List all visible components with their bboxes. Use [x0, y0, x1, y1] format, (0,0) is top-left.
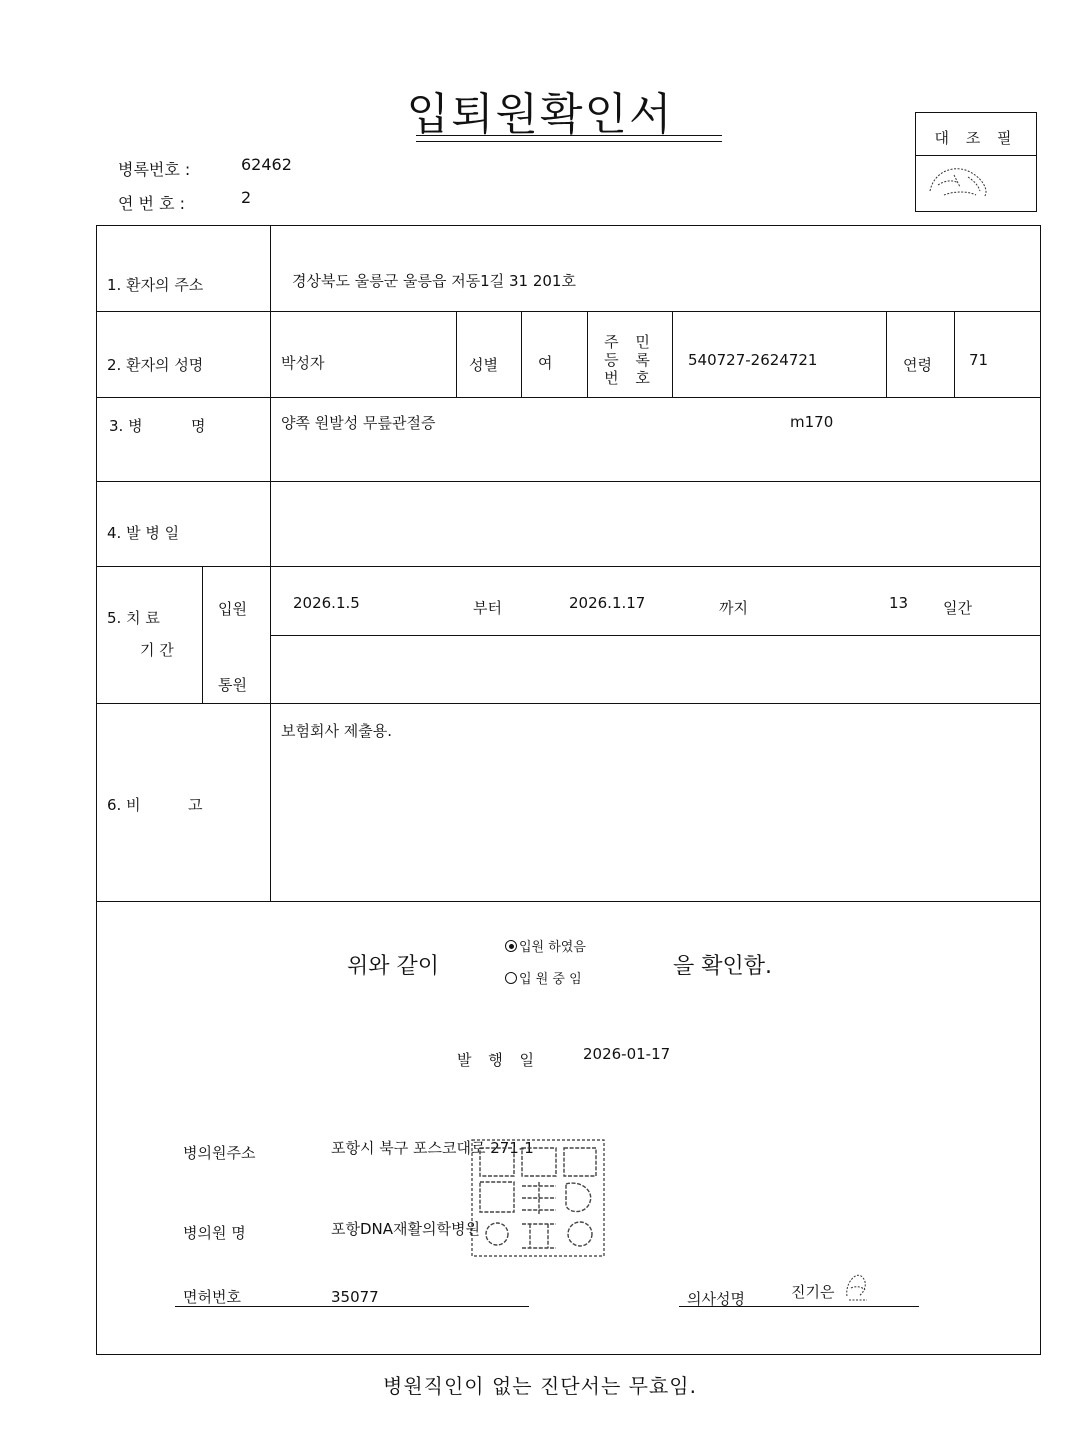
document-title: 입퇴원확인서	[406, 89, 674, 140]
doctor-underline	[679, 1306, 919, 1307]
hospital-name-value: 포항DNA재활의학병원	[331, 1220, 480, 1238]
remarks-value: 보험회사 제출용.	[281, 722, 392, 740]
issue-date-value: 2026-01-17	[583, 1045, 671, 1063]
inpatient-days: 13	[889, 594, 909, 612]
issue-date-label: 발 행 일	[457, 1051, 541, 1069]
verification-stamp-box	[915, 112, 1037, 212]
disease-label-tail: 명	[191, 417, 206, 435]
stamp-box-divider	[916, 155, 1036, 156]
license-underline	[175, 1306, 529, 1307]
hospital-name-label: 병의원 명	[183, 1224, 246, 1242]
hospital-seal-icon	[470, 1136, 606, 1260]
doctor-label: 의사성명	[687, 1290, 745, 1308]
title-underline-2	[416, 141, 722, 142]
confirm-suffix: 을 확인함.	[673, 954, 772, 979]
patient-name-label: 2. 환자의 성명	[107, 356, 204, 374]
doctor-signature-icon	[841, 1266, 871, 1306]
disease-code: m170	[790, 413, 834, 431]
remarks-label-tail: 고	[188, 796, 203, 814]
days-label: 일간	[943, 599, 972, 617]
rrn-label: 주 민 등 록 번 호	[604, 333, 656, 387]
onset-label: 4. 발 병 일	[107, 524, 180, 542]
verification-signature-icon	[924, 161, 1002, 205]
to-label: 까지	[719, 599, 748, 617]
hospital-address-label: 병의원주소	[183, 1144, 256, 1162]
sex-label: 성별	[469, 356, 498, 374]
license-label: 면허번호	[183, 1288, 241, 1306]
patient-name-value: 박성자	[281, 354, 325, 372]
treatment-period-label: 5. 치 료	[107, 609, 160, 627]
from-label: 부터	[473, 599, 502, 617]
disease-label: 3. 병	[109, 417, 143, 435]
option-admitted: 입원 하였음	[505, 936, 586, 955]
rrn-value: 540727-2624721	[688, 351, 818, 369]
remarks-label: 6. 비	[107, 796, 141, 814]
inpatient-from: 2026.1.5	[293, 594, 360, 612]
sex-value: 여	[538, 354, 553, 372]
empty-radio-icon	[505, 972, 517, 984]
serial-number-label: 연 번 호 :	[118, 194, 186, 213]
serial-number-value: 2	[241, 188, 252, 207]
outpatient-label: 통원	[218, 676, 247, 694]
record-number-label: 병록번호 :	[118, 160, 191, 179]
option-in-hospital: 입 원 중 임	[505, 968, 582, 987]
inpatient-to: 2026.1.17	[569, 594, 646, 612]
address-value: 경상북도 울릉군 울릉읍 저동1길 31 201호	[292, 272, 576, 290]
selected-radio-icon	[505, 940, 517, 952]
age-value: 71	[969, 351, 989, 369]
title-underline	[416, 135, 722, 136]
disease-value: 양쪽 원발성 무릎관절증	[281, 414, 436, 432]
inpatient-label: 입원	[218, 600, 247, 618]
doctor-name: 진기은	[791, 1283, 835, 1301]
treatment-period-label-tail: 기 간	[140, 641, 174, 659]
record-number-value: 62462	[241, 155, 292, 174]
address-label: 1. 환자의 주소	[107, 276, 204, 294]
hospital-address-value: 포항시 북구 포스코대로 271-1	[331, 1139, 534, 1157]
confirm-prefix: 위와 같이	[347, 954, 440, 979]
age-label: 연령	[903, 356, 932, 374]
footer-notice: 병원직인이 없는 진단서는 무효임.	[383, 1374, 697, 1398]
verification-label: 대 조 필	[934, 129, 1018, 147]
license-value: 35077	[331, 1288, 379, 1306]
